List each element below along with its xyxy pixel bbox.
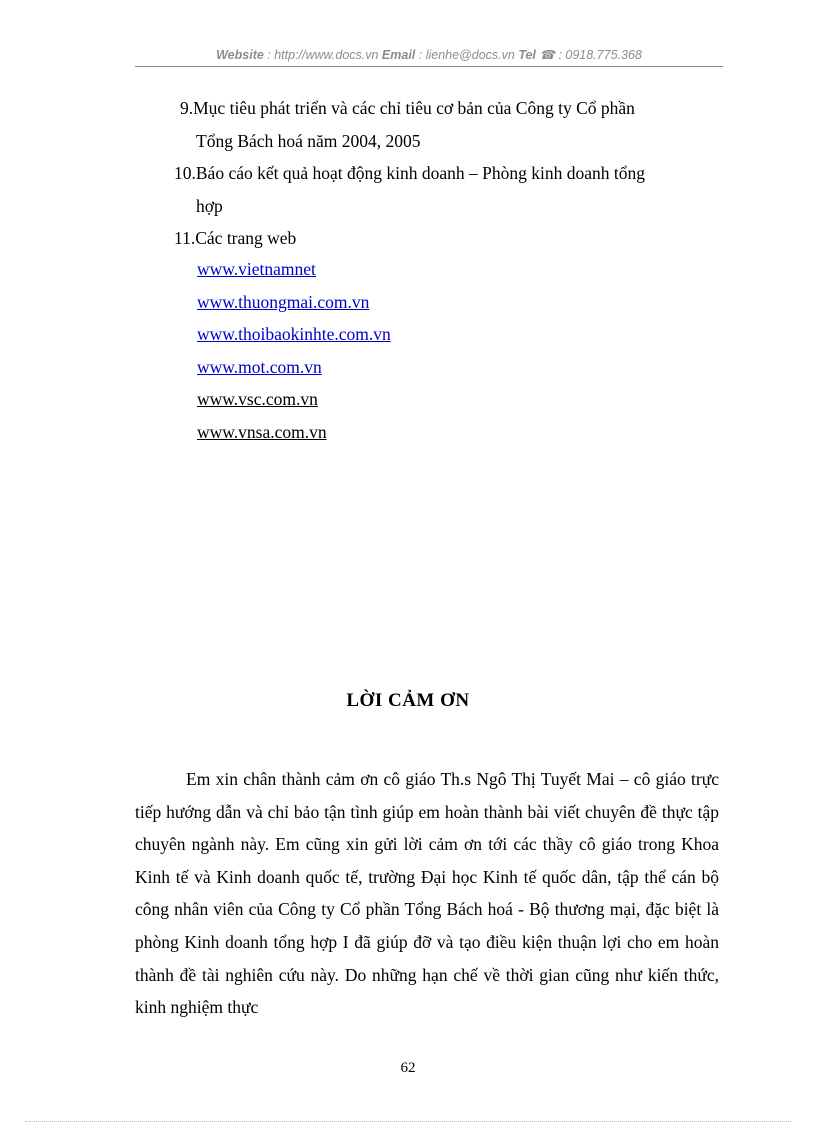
list-item: [174, 157, 720, 222]
list-item: [174, 222, 720, 255]
list-item: [180, 92, 720, 157]
website-links: [197, 253, 391, 448]
link-thoibaokinhte[interactable]: www.thoibaokinhte.com.vn: [197, 324, 391, 344]
item-text: Các trang web: [195, 228, 297, 248]
website-value: : http://www.docs.vn: [263, 48, 382, 62]
link-vietnamnet[interactable]: www.vietnamnet: [197, 259, 316, 279]
item-number: 10.: [174, 163, 196, 183]
footer-divider: [25, 1121, 791, 1122]
link-vnsa[interactable]: www.vnsa.com.vn: [197, 421, 327, 442]
item-number: 9.: [180, 98, 194, 118]
item-text-continued: hợp: [196, 195, 223, 216]
item-text: Báo cáo kết quả hoạt động kinh doanh – Phòng kinh doanh tổng: [195, 163, 645, 183]
acknowledgement-paragraph: Em xin chân thành cảm ơn cô giáo Th.s Ngô Thị Tuyết Mai – cô giáo trực tiếp hướng dẫn và chỉ bảo tận tình giúp em hoàn thành bài viết chuyên đề thực tập chuyên ngành này. Em cũng xin gửi lời cảm ơn tới các thầy cô giáo trong Khoa Kinh tế và Kinh doanh quốc tế, trường Đại học Kinh tế quốc dân, tập thể cán bộ công nhân viên của Công ty Cổ phần Tổng Bách hoá - Bộ thương mại, đặc biệt là phòng Kinh doanh tổng hợp I đã giúp đỡ và tạo điều kiện thuận lợi cho em hoàn thành đề tài nghiên cứu này. Do những hạn chế về thời gian cũng như kiến thức, kinh nghiệm thực: [135, 769, 719, 1018]
phone-icon: ☎: [539, 48, 555, 62]
website-label: Website: [216, 48, 264, 62]
tel-value: : 0918.775.368: [554, 48, 642, 62]
reference-list: [174, 92, 720, 255]
page-header: [135, 47, 723, 62]
link-vsc[interactable]: www.vsc.com.vn: [197, 389, 318, 409]
item-text-continued: Tổng Bách hoá năm 2004, 2005: [196, 130, 421, 151]
link-thuongmai[interactable]: www.thuongmai.com.vn: [197, 291, 370, 312]
item-text: Mục tiêu phát triển và các chỉ tiêu cơ bản của Công ty Cổ phần: [193, 98, 635, 118]
link-mot[interactable]: www.mot.com.vn: [197, 356, 322, 377]
tel-label: Tel: [518, 48, 536, 62]
email-value: : lienhe@docs.vn: [415, 48, 519, 62]
section-title: LỜI CẢM ƠN: [346, 690, 470, 711]
header-divider: [135, 66, 723, 67]
email-label: Email: [381, 48, 416, 62]
item-number: 11.: [174, 228, 196, 248]
page-number: 62: [400, 1060, 416, 1076]
